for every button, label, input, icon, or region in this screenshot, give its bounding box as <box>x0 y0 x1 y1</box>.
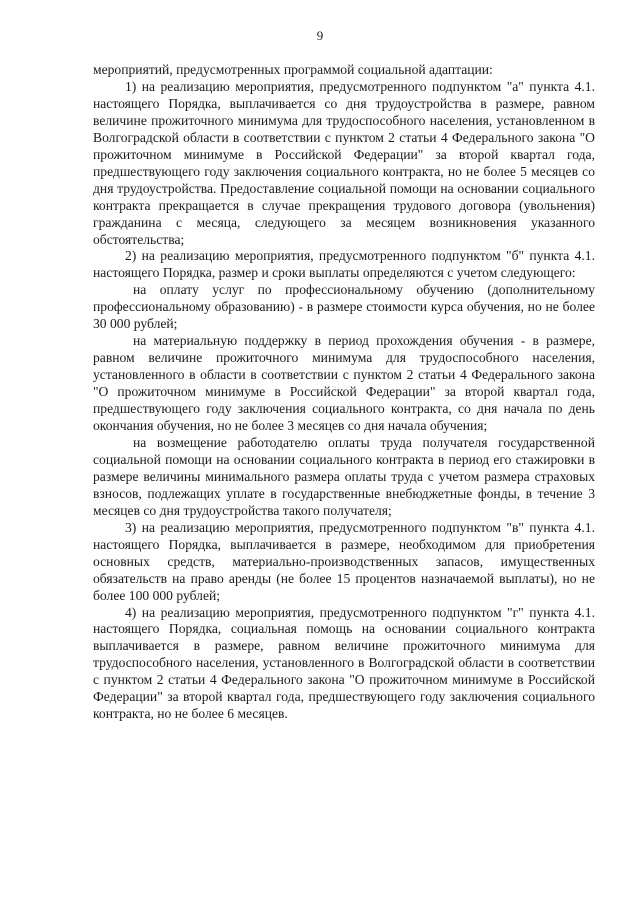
paragraph-continuation: мероприятий, предусмотренных программой социальной адаптации: <box>93 62 493 77</box>
paragraph-item-3: 3) на реализацию мероприятия, предусмотренного подпунктом "в" пункта 4.1. настоящего Порядка, выплачивается в размере, необходимом для приобретения основных средств, материально-производственных запасов, имущественных обязательств на право аренды (не более 15 процентов назначаемой выплаты), но не более 100 000 рублей; <box>93 519 595 603</box>
page-number: 9 <box>316 28 324 43</box>
paragraph-item-4: 4) на реализацию мероприятия, предусмотренного подпунктом "г" пункта 4.1. настоящего Порядка, социальная помощь на основании социального контракта выплачивается в размере, равном величине прожиточного минимума для трудоспособного населения, установленного в Волгоградской области в соответствии с пунктом 2 статьи 4 Федерального закона "О прожиточном минимуме в Российской Федерации" за второй квартал года, предшествующего году заключения социального контракта, но не более 6 месяцев. <box>93 604 595 722</box>
paragraph-item-1: 1) на реализацию мероприятия, предусмотренного подпунктом "а" пункта 4.1. настоящего Порядка, выплачивается со дня трудоустройства в размере, равном величине прожиточного минимума для трудоспособного населения, установленном в Волгоградской области в соответствии с пунктом 2 статьи 4 Федерального закона "О прожиточном минимуме в Российской Федерации" за второй квартал года, предшествующего году заключения социального контракта, но не более 5 месяцев со дня трудоустройства. Предоставление социальной помощи на основании социального контракта прекращается в случае прекращения трудового договора (увольнения) гражданина с месяца, следующего за месяцем возникновения указанного обстоятельства; <box>93 78 595 247</box>
paragraph-employer-compensation: на возмещение работодателю оплаты труда получателя государственной социальной помощи на основании социального контракта в период его стажировки в размере величины минимального размера оплаты труда с учетом размера страховых взносов, подлежащих уплате в государственные внебюджетные фонды, в течение 3 месяцев со дня трудоустройства такого получателя; <box>93 434 595 518</box>
paragraph-material-support: на материальную поддержку в период прохождения обучения - в размере, равном величине прожиточного минимума для трудоспособного населения, установленного в области в соответствии с пунктом 2 статьи 4 Федерального закона "О прожиточном минимуме в Российской Федерации" за второй квартал года, предшествующего году заключения социального контракта, со дня начала по день окончания обучения, но не более 3 месяцев со дня начала обучения; <box>93 333 595 434</box>
paragraph-training-payment: на оплату услуг по профессиональному обучению (дополнительному профессиональному образованию) - в размере стоимости курса обучения, но не более 30 000 рублей; <box>93 282 595 332</box>
paragraph-item-2: 2) на реализацию мероприятия, предусмотренного подпунктом "б" пункта 4.1. настоящего Порядка, размер и сроки выплаты определяются с учетом следующего: <box>93 248 595 281</box>
document-body <box>93 62 595 723</box>
